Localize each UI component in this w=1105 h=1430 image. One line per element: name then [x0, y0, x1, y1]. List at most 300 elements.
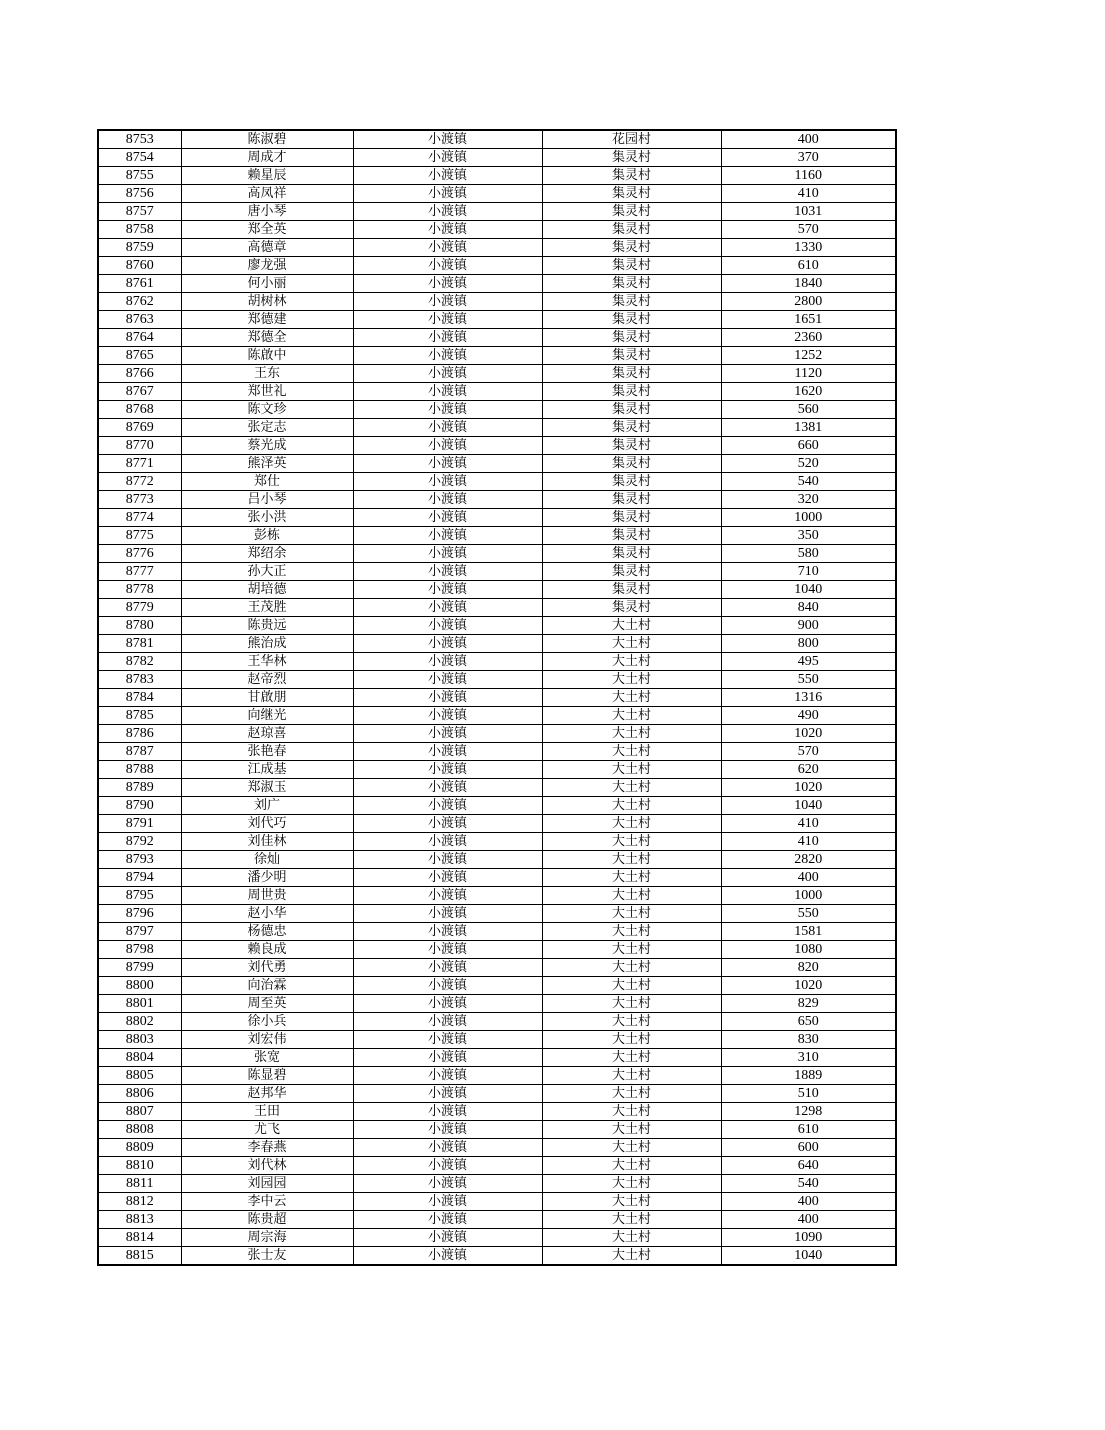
cell-id: 8790 — [98, 797, 181, 815]
cell-amount: 1031 — [721, 203, 896, 221]
cell-amount: 1889 — [721, 1067, 896, 1085]
cell-amount: 1020 — [721, 977, 896, 995]
table-row — [98, 923, 896, 941]
cell-id: 8772 — [98, 473, 181, 491]
cell-id: 8796 — [98, 905, 181, 923]
cell-town: 小渡镇 — [353, 239, 542, 257]
cell-village: 集灵村 — [542, 509, 721, 527]
cell-id: 8797 — [98, 923, 181, 941]
cell-town: 小渡镇 — [353, 1229, 542, 1247]
cell-id: 8783 — [98, 671, 181, 689]
cell-town: 小渡镇 — [353, 527, 542, 545]
table-row — [98, 941, 896, 959]
cell-id: 8776 — [98, 545, 181, 563]
cell-amount: 1298 — [721, 1103, 896, 1121]
cell-id: 8775 — [98, 527, 181, 545]
cell-village: 集灵村 — [542, 437, 721, 455]
table-row — [98, 275, 896, 293]
cell-town: 小渡镇 — [353, 761, 542, 779]
cell-town: 小渡镇 — [353, 419, 542, 437]
cell-town: 小渡镇 — [353, 1067, 542, 1085]
cell-name: 张定志 — [181, 419, 353, 437]
cell-town: 小渡镇 — [353, 1211, 542, 1229]
cell-village: 大土村 — [542, 1157, 721, 1175]
cell-village: 大土村 — [542, 779, 721, 797]
cell-amount: 840 — [721, 599, 896, 617]
cell-id: 8794 — [98, 869, 181, 887]
cell-name: 向继光 — [181, 707, 353, 725]
table-row — [98, 761, 896, 779]
table-row — [98, 887, 896, 905]
cell-town: 小渡镇 — [353, 130, 542, 149]
cell-id: 8811 — [98, 1175, 181, 1193]
cell-name: 郑淑玉 — [181, 779, 353, 797]
cell-name: 胡树林 — [181, 293, 353, 311]
cell-name: 刘宏伟 — [181, 1031, 353, 1049]
cell-town: 小渡镇 — [353, 617, 542, 635]
cell-village: 集灵村 — [542, 581, 721, 599]
cell-id: 8791 — [98, 815, 181, 833]
cell-name: 向治霖 — [181, 977, 353, 995]
cell-town: 小渡镇 — [353, 1175, 542, 1193]
cell-id: 8810 — [98, 1157, 181, 1175]
cell-amount: 610 — [721, 257, 896, 275]
cell-village: 大土村 — [542, 833, 721, 851]
cell-name: 胡培德 — [181, 581, 353, 599]
cell-village: 大土村 — [542, 941, 721, 959]
cell-name: 郑世礼 — [181, 383, 353, 401]
cell-amount: 1840 — [721, 275, 896, 293]
table-row — [98, 599, 896, 617]
cell-id: 8761 — [98, 275, 181, 293]
cell-town: 小渡镇 — [353, 995, 542, 1013]
table-row — [98, 455, 896, 473]
cell-village: 大土村 — [542, 887, 721, 905]
table-row — [98, 257, 896, 275]
cell-village: 大土村 — [542, 977, 721, 995]
cell-village: 大土村 — [542, 905, 721, 923]
cell-name: 郑全英 — [181, 221, 353, 239]
cell-village: 大土村 — [542, 1049, 721, 1067]
cell-id: 8766 — [98, 365, 181, 383]
cell-town: 小渡镇 — [353, 1049, 542, 1067]
cell-village: 大土村 — [542, 707, 721, 725]
cell-village: 集灵村 — [542, 563, 721, 581]
cell-amount: 560 — [721, 401, 896, 419]
cell-town: 小渡镇 — [353, 671, 542, 689]
table-row — [98, 1031, 896, 1049]
cell-name: 赖良成 — [181, 941, 353, 959]
cell-town: 小渡镇 — [353, 1157, 542, 1175]
table-row — [98, 203, 896, 221]
cell-amount: 820 — [721, 959, 896, 977]
cell-amount: 540 — [721, 1175, 896, 1193]
cell-name: 高凤祥 — [181, 185, 353, 203]
cell-amount: 1080 — [721, 941, 896, 959]
cell-id: 8754 — [98, 149, 181, 167]
cell-village: 集灵村 — [542, 329, 721, 347]
cell-name: 熊泽英 — [181, 455, 353, 473]
cell-amount: 410 — [721, 185, 896, 203]
cell-name: 王东 — [181, 365, 353, 383]
table-row — [98, 437, 896, 455]
table-row — [98, 851, 896, 869]
cell-town: 小渡镇 — [353, 383, 542, 401]
table-row — [98, 743, 896, 761]
cell-village: 集灵村 — [542, 203, 721, 221]
table-row — [98, 473, 896, 491]
cell-id: 8760 — [98, 257, 181, 275]
cell-village: 大土村 — [542, 959, 721, 977]
table-body — [98, 130, 896, 1265]
cell-village: 集灵村 — [542, 455, 721, 473]
cell-amount: 610 — [721, 1121, 896, 1139]
cell-name: 王华林 — [181, 653, 353, 671]
cell-amount: 1020 — [721, 779, 896, 797]
table-row — [98, 977, 896, 995]
cell-amount: 540 — [721, 473, 896, 491]
cell-town: 小渡镇 — [353, 221, 542, 239]
cell-id: 8785 — [98, 707, 181, 725]
table-row — [98, 635, 896, 653]
cell-amount: 1252 — [721, 347, 896, 365]
cell-amount: 410 — [721, 833, 896, 851]
table-row — [98, 707, 896, 725]
cell-name: 郑德全 — [181, 329, 353, 347]
cell-name: 李中云 — [181, 1193, 353, 1211]
cell-id: 8787 — [98, 743, 181, 761]
cell-town: 小渡镇 — [353, 941, 542, 959]
cell-village: 花园村 — [542, 130, 721, 149]
cell-id: 8758 — [98, 221, 181, 239]
cell-village: 大土村 — [542, 1031, 721, 1049]
cell-amount: 830 — [721, 1031, 896, 1049]
cell-id: 8813 — [98, 1211, 181, 1229]
table-row — [98, 617, 896, 635]
cell-town: 小渡镇 — [353, 275, 542, 293]
cell-id: 8770 — [98, 437, 181, 455]
cell-village: 大土村 — [542, 1139, 721, 1157]
cell-name: 陈啟中 — [181, 347, 353, 365]
cell-amount: 1000 — [721, 509, 896, 527]
cell-id: 8812 — [98, 1193, 181, 1211]
cell-name: 陈贵远 — [181, 617, 353, 635]
cell-village: 大土村 — [542, 1085, 721, 1103]
cell-village: 大土村 — [542, 635, 721, 653]
cell-village: 集灵村 — [542, 527, 721, 545]
table-row — [98, 1121, 896, 1139]
cell-town: 小渡镇 — [353, 833, 542, 851]
cell-amount: 320 — [721, 491, 896, 509]
cell-town: 小渡镇 — [353, 257, 542, 275]
table-row — [98, 383, 896, 401]
cell-id: 8753 — [98, 130, 181, 149]
cell-village: 集灵村 — [542, 383, 721, 401]
table-row — [98, 1211, 896, 1229]
cell-id: 8807 — [98, 1103, 181, 1121]
cell-name: 李春燕 — [181, 1139, 353, 1157]
cell-name: 郑德建 — [181, 311, 353, 329]
cell-id: 8786 — [98, 725, 181, 743]
table-row — [98, 419, 896, 437]
cell-village: 集灵村 — [542, 275, 721, 293]
cell-town: 小渡镇 — [353, 203, 542, 221]
cell-amount: 1330 — [721, 239, 896, 257]
cell-village: 大土村 — [542, 1103, 721, 1121]
cell-id: 8762 — [98, 293, 181, 311]
cell-village: 大土村 — [542, 923, 721, 941]
table-row — [98, 869, 896, 887]
cell-amount: 550 — [721, 671, 896, 689]
table-row — [98, 653, 896, 671]
cell-id: 8806 — [98, 1085, 181, 1103]
cell-name: 刘代勇 — [181, 959, 353, 977]
table-row — [98, 689, 896, 707]
cell-village: 大土村 — [542, 743, 721, 761]
table-row — [98, 167, 896, 185]
cell-id: 8795 — [98, 887, 181, 905]
cell-amount: 1160 — [721, 167, 896, 185]
cell-amount: 400 — [721, 1211, 896, 1229]
table-row — [98, 401, 896, 419]
table-row — [98, 1157, 896, 1175]
cell-village: 大土村 — [542, 1193, 721, 1211]
cell-town: 小渡镇 — [353, 923, 542, 941]
cell-amount: 350 — [721, 527, 896, 545]
table-row — [98, 1175, 896, 1193]
cell-town: 小渡镇 — [353, 779, 542, 797]
cell-amount: 2800 — [721, 293, 896, 311]
cell-name: 郑仕 — [181, 473, 353, 491]
table-row — [98, 581, 896, 599]
cell-village: 大土村 — [542, 1121, 721, 1139]
table-row — [98, 311, 896, 329]
cell-name: 潘少明 — [181, 869, 353, 887]
cell-village: 大土村 — [542, 1013, 721, 1031]
cell-name: 王茂胜 — [181, 599, 353, 617]
table-row — [98, 221, 896, 239]
cell-village: 集灵村 — [542, 473, 721, 491]
cell-id: 8814 — [98, 1229, 181, 1247]
table-row — [98, 1139, 896, 1157]
cell-town: 小渡镇 — [353, 689, 542, 707]
table-row — [98, 1067, 896, 1085]
cell-town: 小渡镇 — [353, 599, 542, 617]
cell-amount: 1040 — [721, 1247, 896, 1266]
cell-village: 大土村 — [542, 617, 721, 635]
cell-town: 小渡镇 — [353, 509, 542, 527]
cell-id: 8780 — [98, 617, 181, 635]
cell-town: 小渡镇 — [353, 1247, 542, 1266]
cell-amount: 1020 — [721, 725, 896, 743]
cell-town: 小渡镇 — [353, 293, 542, 311]
cell-name: 陈贵超 — [181, 1211, 353, 1229]
cell-name: 张宽 — [181, 1049, 353, 1067]
cell-town: 小渡镇 — [353, 437, 542, 455]
table-row — [98, 293, 896, 311]
cell-amount: 1120 — [721, 365, 896, 383]
cell-town: 小渡镇 — [353, 491, 542, 509]
cell-name: 吕小琴 — [181, 491, 353, 509]
table-row — [98, 779, 896, 797]
cell-village: 大土村 — [542, 851, 721, 869]
cell-id: 8759 — [98, 239, 181, 257]
table-row — [98, 725, 896, 743]
cell-name: 赵邦华 — [181, 1085, 353, 1103]
cell-town: 小渡镇 — [353, 977, 542, 995]
cell-town: 小渡镇 — [353, 581, 542, 599]
cell-town: 小渡镇 — [353, 635, 542, 653]
cell-name: 徐灿 — [181, 851, 353, 869]
cell-village: 集灵村 — [542, 239, 721, 257]
cell-amount: 2360 — [721, 329, 896, 347]
cell-amount: 710 — [721, 563, 896, 581]
cell-village: 大土村 — [542, 1229, 721, 1247]
cell-village: 大土村 — [542, 653, 721, 671]
cell-amount: 800 — [721, 635, 896, 653]
cell-amount: 1316 — [721, 689, 896, 707]
cell-amount: 400 — [721, 130, 896, 149]
cell-id: 8808 — [98, 1121, 181, 1139]
cell-amount: 1581 — [721, 923, 896, 941]
cell-village: 大土村 — [542, 761, 721, 779]
cell-id: 8773 — [98, 491, 181, 509]
cell-amount: 580 — [721, 545, 896, 563]
cell-village: 集灵村 — [542, 185, 721, 203]
cell-id: 8801 — [98, 995, 181, 1013]
cell-id: 8804 — [98, 1049, 181, 1067]
table-row — [98, 491, 896, 509]
cell-amount: 400 — [721, 1193, 896, 1211]
cell-amount: 900 — [721, 617, 896, 635]
cell-village: 集灵村 — [542, 401, 721, 419]
table-row — [98, 563, 896, 581]
cell-name: 刘代林 — [181, 1157, 353, 1175]
cell-name: 张士友 — [181, 1247, 353, 1266]
table-row — [98, 1193, 896, 1211]
cell-town: 小渡镇 — [353, 707, 542, 725]
cell-town: 小渡镇 — [353, 455, 542, 473]
cell-id: 8802 — [98, 1013, 181, 1031]
cell-village: 大土村 — [542, 869, 721, 887]
cell-village: 大土村 — [542, 689, 721, 707]
cell-town: 小渡镇 — [353, 329, 542, 347]
cell-town: 小渡镇 — [353, 743, 542, 761]
cell-id: 8793 — [98, 851, 181, 869]
cell-town: 小渡镇 — [353, 1103, 542, 1121]
cell-name: 杨德忠 — [181, 923, 353, 941]
table-row — [98, 1103, 896, 1121]
cell-id: 8805 — [98, 1067, 181, 1085]
cell-name: 蔡光成 — [181, 437, 353, 455]
cell-name: 周宗海 — [181, 1229, 353, 1247]
cell-amount: 1040 — [721, 581, 896, 599]
cell-town: 小渡镇 — [353, 1193, 542, 1211]
cell-village: 大土村 — [542, 815, 721, 833]
cell-name: 唐小琴 — [181, 203, 353, 221]
cell-name: 廖龙强 — [181, 257, 353, 275]
cell-id: 8789 — [98, 779, 181, 797]
table-row — [98, 185, 896, 203]
cell-name: 高德章 — [181, 239, 353, 257]
cell-village: 大土村 — [542, 1175, 721, 1193]
cell-amount: 1090 — [721, 1229, 896, 1247]
table-row — [98, 545, 896, 563]
cell-village: 大土村 — [542, 725, 721, 743]
table-row — [98, 509, 896, 527]
cell-id: 8788 — [98, 761, 181, 779]
cell-name: 赵帝烈 — [181, 671, 353, 689]
cell-amount: 2820 — [721, 851, 896, 869]
cell-name: 赖星辰 — [181, 167, 353, 185]
cell-id: 8767 — [98, 383, 181, 401]
cell-name: 陈显碧 — [181, 1067, 353, 1085]
cell-town: 小渡镇 — [353, 1013, 542, 1031]
cell-town: 小渡镇 — [353, 1121, 542, 1139]
cell-amount: 1381 — [721, 419, 896, 437]
cell-id: 8768 — [98, 401, 181, 419]
cell-name: 赵琼喜 — [181, 725, 353, 743]
table-row — [98, 1013, 896, 1031]
cell-village: 大土村 — [542, 1067, 721, 1085]
cell-id: 8809 — [98, 1139, 181, 1157]
cell-amount: 370 — [721, 149, 896, 167]
cell-amount: 570 — [721, 743, 896, 761]
cell-name: 陈淑碧 — [181, 130, 353, 149]
cell-name: 郑绍余 — [181, 545, 353, 563]
cell-id: 8774 — [98, 509, 181, 527]
cell-id: 8765 — [98, 347, 181, 365]
cell-amount: 1040 — [721, 797, 896, 815]
cell-amount: 520 — [721, 455, 896, 473]
cell-town: 小渡镇 — [353, 545, 542, 563]
cell-village: 集灵村 — [542, 167, 721, 185]
cell-town: 小渡镇 — [353, 1139, 542, 1157]
cell-village: 集灵村 — [542, 257, 721, 275]
cell-town: 小渡镇 — [353, 905, 542, 923]
cell-id: 8784 — [98, 689, 181, 707]
cell-id: 8782 — [98, 653, 181, 671]
cell-town: 小渡镇 — [353, 815, 542, 833]
cell-village: 集灵村 — [542, 293, 721, 311]
cell-name: 孙大正 — [181, 563, 353, 581]
cell-name: 周成才 — [181, 149, 353, 167]
cell-town: 小渡镇 — [353, 311, 542, 329]
cell-amount: 600 — [721, 1139, 896, 1157]
cell-village: 集灵村 — [542, 419, 721, 437]
cell-amount: 640 — [721, 1157, 896, 1175]
cell-town: 小渡镇 — [353, 1031, 542, 1049]
cell-town: 小渡镇 — [353, 653, 542, 671]
cell-town: 小渡镇 — [353, 365, 542, 383]
cell-name: 赵小华 — [181, 905, 353, 923]
table-row — [98, 1247, 896, 1266]
cell-amount: 620 — [721, 761, 896, 779]
table-row — [98, 815, 896, 833]
cell-amount: 400 — [721, 869, 896, 887]
table-row — [98, 995, 896, 1013]
cell-town: 小渡镇 — [353, 185, 542, 203]
cell-village: 集灵村 — [542, 347, 721, 365]
cell-village: 大土村 — [542, 797, 721, 815]
cell-name: 甘啟朋 — [181, 689, 353, 707]
cell-amount: 550 — [721, 905, 896, 923]
cell-id: 8771 — [98, 455, 181, 473]
cell-village: 集灵村 — [542, 545, 721, 563]
cell-id: 8755 — [98, 167, 181, 185]
cell-amount: 829 — [721, 995, 896, 1013]
cell-name: 张小洪 — [181, 509, 353, 527]
